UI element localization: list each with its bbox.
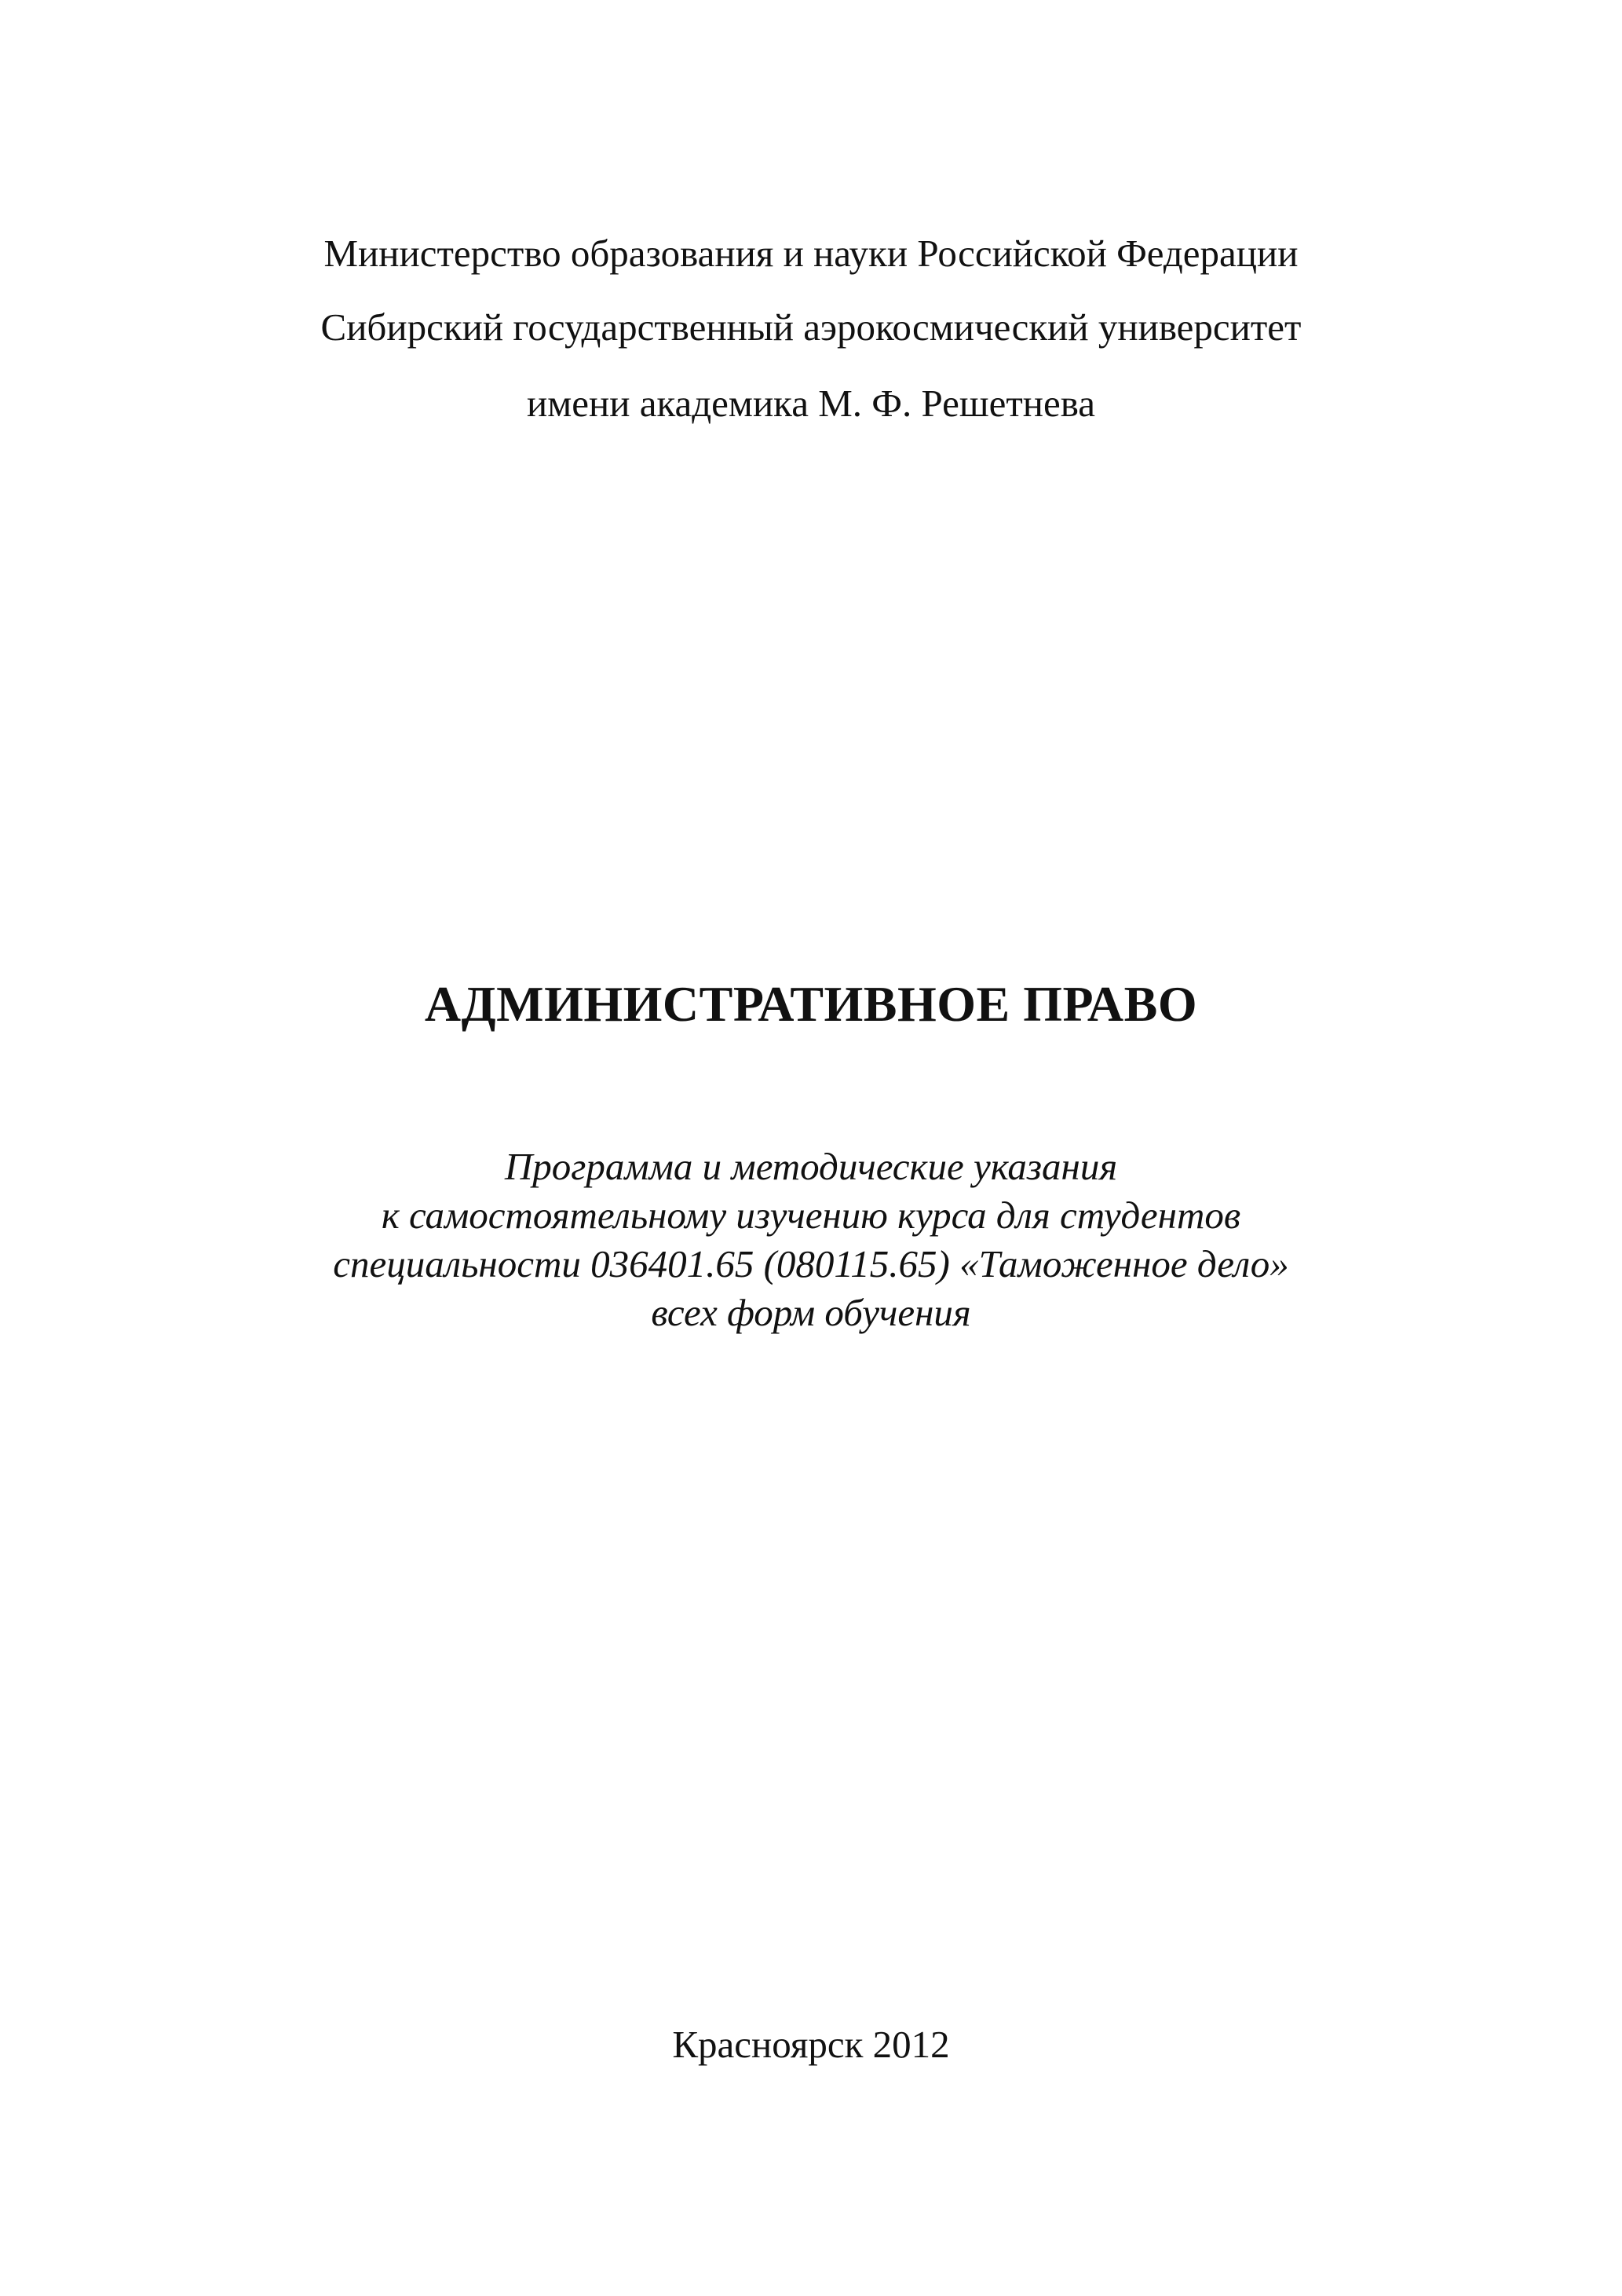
document-title: АДМИНИСТРАТИВНОЕ ПРАВО [424,976,1198,1032]
university-name: Сибирский государственный аэрокосмический университет [320,305,1302,349]
university-honorific: имени академика М. Ф. Решетнева [527,382,1095,425]
subtitle-line: специальности 036401.65 (080115.65) «Таможенное дело» [333,1242,1289,1285]
subtitle-line: к самостоятельному изучению курса для студентов [381,1194,1241,1237]
ministry-name: Министерство образования и науки Российской Федерации [323,232,1299,275]
place-and-year: Красноярск 2012 [672,2023,950,2066]
subtitle-line: всех форм обучения [651,1291,971,1334]
subtitle-line: Программа и методические указания [504,1145,1118,1188]
